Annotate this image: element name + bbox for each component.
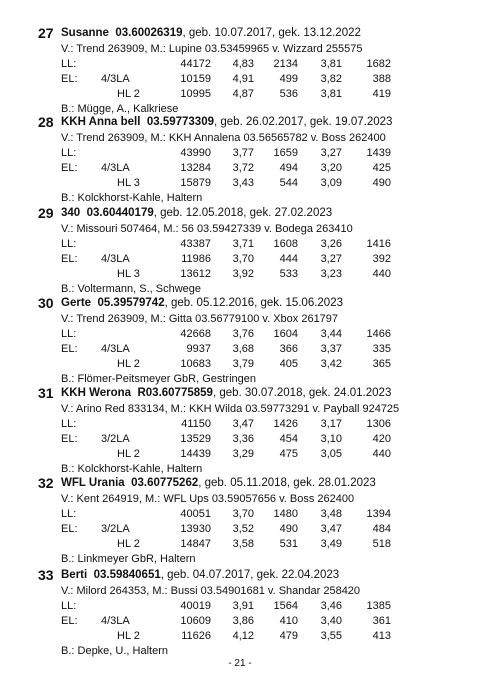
entry-27 [34, 24, 454, 117]
entry-id: 03.60440179 [86, 207, 154, 219]
entry-breeder: B.: Kolckhorst-Kahle, Haltern [61, 192, 203, 204]
entry-number: 28 [38, 114, 54, 130]
page-number: - 21 - [228, 658, 252, 669]
entry-number: 27 [38, 25, 54, 41]
entry-parents: V.: Arino Red 833134, M.: KKH Wilda 03.59773291 v. Payball 924725 [61, 403, 400, 415]
hl-row: HL 2 11626 4,12 479 3,55 413 [117, 630, 391, 642]
entry-name: WFL Urania [61, 477, 125, 489]
entry-name: Susanne [61, 27, 109, 39]
entry-parents: V.: Trend 263909, M.: KKH Annalena 03.56565782 v. Boss 262400 [61, 132, 386, 144]
ll-row: LL: 40019 3,91 1564 3,46 1385 [61, 600, 391, 612]
el-row: EL: 3/2LA 13529 3,36 454 3,10 420 [61, 433, 391, 445]
entry-name: KKH Anna bell [61, 116, 141, 128]
entry-breeder: B.: Depke, U., Haltern [61, 645, 168, 657]
entry-parents: V.: Kent 264919, M.: WFL Ups 03.59057656 v. Boss 262400 [61, 493, 355, 505]
entry-32 [34, 474, 454, 567]
entry-id: 05.39579742 [97, 297, 165, 309]
entry-dates: , geb. 05.11.2018, gek. 28.01.2023 [198, 477, 376, 489]
hl-row: HL 2 14439 3,29 475 3,05 440 [117, 448, 391, 460]
ll-row: LL: 40051 3,70 1480 3,48 1394 [61, 508, 391, 520]
entry-name: Gerte [61, 297, 92, 309]
entry-header [34, 24, 454, 42]
el-row: EL: 4/3LA 10609 3,86 410 3,40 361 [61, 615, 391, 627]
ll-row: LL: 42668 3,76 1604 3,44 1466 [61, 328, 391, 340]
ll-row: LL: 43990 3,77 1659 3,27 1439 [61, 147, 391, 159]
entry-id: 03.59773309 [146, 116, 214, 128]
entry-parents: V.: Trend 263909, M.: Gitta 03.56779100 v. Xbox 261797 [61, 313, 339, 325]
entry-breeder: B.: Flömer-Peitsmeyer GbR, Gestringen [61, 373, 257, 385]
ll-row: LL: 44172 4,83 2134 3,81 1682 [61, 58, 391, 70]
entry-breeder: B.: Mügge, A., Kalkriese [61, 103, 179, 115]
el-row: EL: 3/2LA 13930 3,52 490 3,47 484 [61, 523, 391, 535]
entry-id: 03.60775262 [131, 477, 199, 489]
ll-row: LL: 43387 3,71 1608 3,26 1416 [61, 238, 391, 250]
hl-row: HL 2 14847 3,58 531 3,49 518 [117, 538, 391, 550]
entry-number: 32 [38, 475, 54, 491]
entry-29 [34, 204, 454, 297]
entry-parents: V.: Missouri 507464, M.: 56 03.59427339 v. Bodega 263410 [61, 223, 353, 235]
entry-breeder: B.: Linkmeyer GbR, Haltern [61, 553, 196, 565]
entry-33 [34, 566, 454, 659]
entry-id: 03.60026319 [115, 27, 183, 39]
entry-header [34, 566, 454, 584]
entry-id: 03.59840651 [93, 569, 161, 581]
entry-name: KKH Werona [61, 387, 132, 399]
entry-breeder: B.: Kolckhorst-Kahle, Haltern [61, 463, 203, 475]
entry-name: Berti [61, 569, 88, 581]
el-row: EL: 4/3LA 11986 3,70 444 3,27 392 [61, 253, 391, 265]
entry-header [34, 204, 454, 222]
hl-row: HL 2 10683 3,79 405 3,42 365 [117, 358, 391, 370]
entry-30 [34, 294, 454, 387]
hl-row: HL 2 10995 4,87 536 3,81 419 [117, 88, 391, 100]
entry-name: 340 [61, 207, 81, 219]
entry-number: 31 [38, 385, 54, 401]
entry-31 [34, 384, 454, 477]
entry-parents: V.: Trend 263909, M.: Lupine 03.53459965 v. Wizzard 255575 [61, 43, 363, 55]
entry-breeder: B.: Voltermann, S., Schwege [61, 283, 202, 295]
entry-dates: , geb. 04.07.2017, gek. 22.04.2023 [160, 569, 340, 581]
el-row: EL: 4/3LA 10159 4,91 499 3,82 388 [61, 73, 391, 85]
entry-dates: , geb. 12.05.2018, gek. 27.02.2023 [153, 207, 333, 219]
entry-dates: , geb. 10.07.2017, gek. 13.12.2022 [182, 27, 361, 39]
entry-number: 33 [38, 567, 54, 583]
entry-header [34, 474, 454, 492]
entry-number: 30 [38, 295, 54, 311]
el-row: EL: 4/3LA 13284 3,72 494 3,20 425 [61, 162, 391, 174]
entry-header [34, 113, 454, 131]
ll-row: LL: 41150 3,47 1426 3,17 1306 [61, 418, 391, 430]
entry-dates: , geb. 30.07.2018, gek. 24.01.2023 [212, 387, 392, 399]
entry-number: 29 [38, 205, 54, 221]
el-row: EL: 4/3LA 9937 3,68 366 3,37 335 [61, 343, 391, 355]
entry-parents: V.: Milord 264353, M.: Bussi 03.54901681 v. Shandar 258420 [61, 585, 361, 597]
hl-row: HL 3 15879 3,43 544 3,09 490 [117, 177, 391, 189]
entry-28 [34, 113, 454, 206]
entry-header [34, 384, 454, 402]
hl-row: HL 3 13612 3,92 533 3,23 440 [117, 268, 391, 280]
entry-id: R03.60775859 [137, 387, 213, 399]
entry-dates: , geb. 26.02.2017, gek. 19.07.2023 [214, 116, 393, 128]
entry-dates: , geb. 05.12.2016, gek. 15.06.2023 [164, 297, 343, 309]
entry-header [34, 294, 454, 312]
